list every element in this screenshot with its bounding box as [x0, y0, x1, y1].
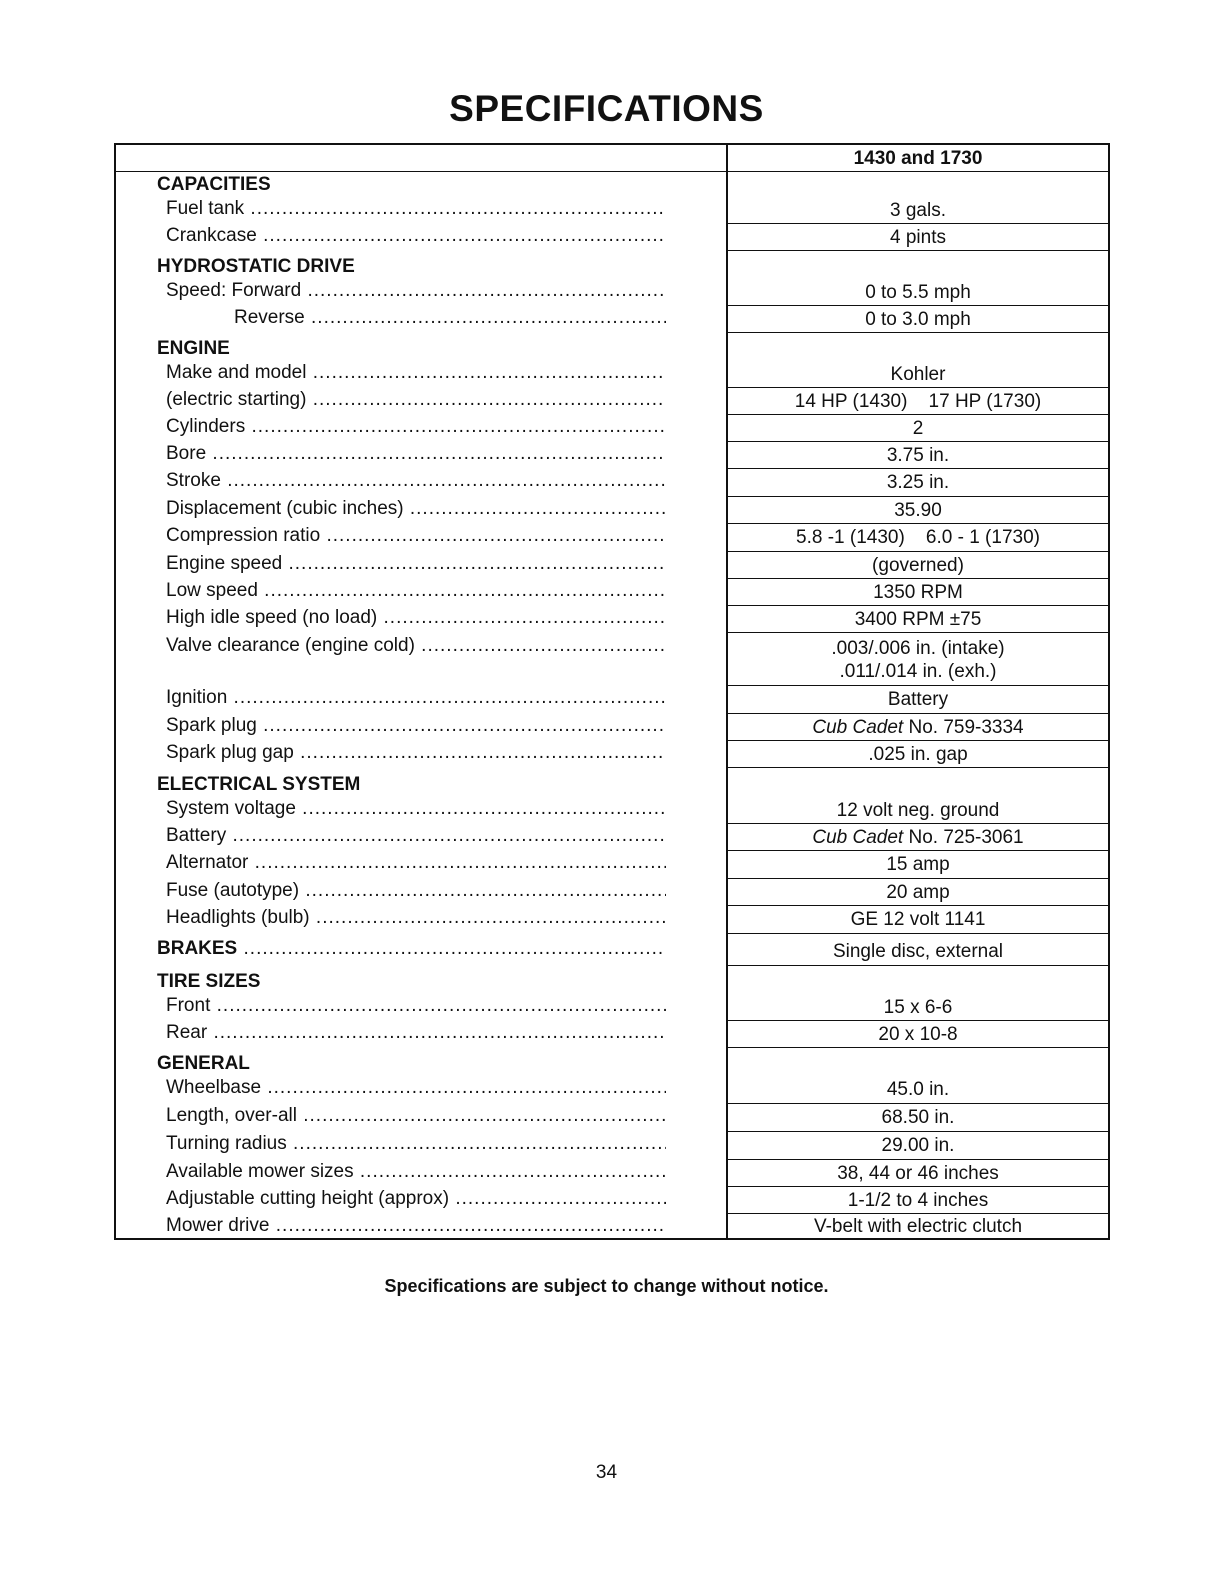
spec-label: Available mower sizes .....: [166, 1160, 666, 1184]
value-row-divider: [726, 305, 1110, 306]
section-heading-electrical-system: ELECTRICAL SYSTEM: [157, 774, 361, 795]
value-row-divider: [726, 523, 1110, 524]
spec-label: System voltage .....: [166, 797, 666, 821]
value-row-divider: [726, 332, 1110, 333]
spec-label: Cylinders .....: [166, 415, 666, 439]
value-row-divider: [726, 933, 1110, 934]
spec-value: 68.50 in.: [881, 1107, 955, 1128]
value-row-divider: [726, 767, 1110, 768]
spec-label: Bore .....: [166, 442, 666, 466]
value-row-divider: [726, 468, 1110, 469]
table-top-border: [114, 143, 1110, 145]
spec-label: Make and model .....: [166, 361, 666, 385]
spec-label: High idle speed (no load) .....: [166, 606, 666, 630]
value-row-divider: [726, 1186, 1110, 1187]
value-row-divider: [726, 632, 1110, 633]
spec-value: 20 x 10-8: [878, 1024, 958, 1045]
table-left-border: [114, 143, 116, 1240]
value-row-divider: [726, 605, 1110, 606]
value-row-divider: [726, 713, 1110, 714]
header-divider: [114, 171, 1110, 172]
spec-label: Mower drive .....: [166, 1214, 666, 1238]
spec-value: 38, 44 or 46 inches: [837, 1163, 999, 1184]
value-row-divider: [726, 1020, 1110, 1021]
spec-label: Speed: Forward .....: [166, 279, 666, 303]
spec-value-second-line: .011/.014 in. (exh.): [839, 661, 997, 682]
value-row-divider: [726, 1131, 1110, 1132]
spec-value: 1350 RPM: [873, 582, 963, 603]
value-row-divider: [726, 578, 1110, 579]
spec-label: Battery .....: [166, 824, 666, 848]
spec-label: Alternator .....: [166, 851, 666, 875]
page-number: 34: [595, 1462, 618, 1483]
spec-value: V-belt with electric clutch: [813, 1216, 1023, 1237]
spec-value: 2: [912, 418, 924, 439]
value-row-divider: [726, 223, 1110, 224]
section-heading-tire-sizes: TIRE SIZES: [157, 971, 261, 992]
value-row-divider: [726, 387, 1110, 388]
spec-label: Crankcase .....: [166, 224, 666, 248]
spec-value: 1-1/2 to 4 inches: [847, 1190, 989, 1211]
specifications-table: [114, 143, 1110, 1240]
spec-value: [726, 716, 1110, 740]
spec-value: 3 gals.: [890, 200, 946, 221]
spec-value: Kohler: [890, 364, 946, 385]
spec-value: 12 volt neg. ground: [836, 800, 1000, 821]
spec-value: .025 in. gap: [868, 744, 968, 765]
value-row-divider: [726, 551, 1110, 552]
spec-label: Engine speed .....: [166, 552, 666, 576]
spec-value: 35.90: [894, 500, 942, 521]
brand-name: Cub Cadet: [812, 827, 904, 848]
spec-value: 5.8 -1 (1430) 6.0 - 1 (1730): [796, 527, 1040, 548]
spec-label: Length, over-all .....: [166, 1104, 666, 1128]
part-number: No. 725-3061: [903, 827, 1024, 848]
spec-value: [726, 826, 1110, 850]
spec-label: Turning radius .....: [166, 1132, 666, 1156]
value-row-divider: [726, 965, 1110, 966]
value-row-divider: [726, 685, 1110, 686]
spec-value: 15 amp: [886, 854, 950, 875]
spec-label: Spark plug gap .....: [166, 741, 666, 765]
value-row-divider: [726, 496, 1110, 497]
spec-label: Front .....: [166, 994, 666, 1018]
spec-label: Ignition .....: [166, 686, 666, 710]
value-row-divider: [726, 250, 1110, 251]
value-row-divider: [726, 850, 1110, 851]
page-title: SPECIFICATIONS: [449, 88, 764, 129]
model-column-header: 1430 and 1730: [853, 148, 983, 169]
spec-label: Fuel tank .....: [166, 197, 666, 221]
spec-value: .003/.006 in. (intake): [831, 638, 1005, 659]
spec-label: Rear .....: [166, 1021, 666, 1045]
part-number: No. 759-3334: [903, 717, 1024, 738]
brand-name: Cub Cadet: [812, 717, 904, 738]
section-heading-hydrostatic-drive: HYDROSTATIC DRIVE: [157, 256, 355, 277]
value-row-divider: [726, 1159, 1110, 1160]
spec-value: 3.25 in.: [886, 472, 950, 493]
spec-value: 29.00 in.: [881, 1135, 955, 1156]
value-row-divider: [726, 1047, 1110, 1048]
value-row-divider: [726, 1213, 1110, 1214]
value-row-divider: [726, 414, 1110, 415]
spec-value: 3.75 in.: [886, 445, 950, 466]
spec-value: Battery: [887, 689, 949, 710]
spec-label: Adjustable cutting height (approx) .....: [166, 1187, 666, 1211]
spec-value: 4 pints: [890, 227, 946, 248]
spec-label: Fuse (autotype) .....: [166, 879, 666, 903]
spec-value: 14 HP (1430) 17 HP (1730): [794, 391, 1042, 412]
spec-label: Headlights (bulb) .....: [166, 906, 666, 930]
value-row-divider: [726, 878, 1110, 879]
value-row-divider: [726, 905, 1110, 906]
spec-value: Single disc, external: [832, 941, 1004, 962]
spec-label: Valve clearance (engine cold) .....: [166, 634, 666, 658]
spec-label: Stroke .....: [166, 469, 666, 493]
value-row-divider: [726, 1103, 1110, 1104]
value-row-divider: [726, 441, 1110, 442]
value-row-divider: [726, 740, 1110, 741]
spec-value: 0 to 5.5 mph: [865, 282, 971, 303]
spec-value: GE 12 volt 1141: [850, 909, 986, 930]
section-heading-general: GENERAL: [157, 1053, 250, 1074]
value-row-divider: [726, 823, 1110, 824]
spec-label: Wheelbase .....: [166, 1076, 666, 1100]
section-heading-brakes: BRAKES .....: [157, 937, 666, 961]
disclaimer-note: Specifications are subject to change without notice.: [384, 1276, 829, 1296]
spec-value: (governed): [872, 555, 964, 576]
section-heading-engine: ENGINE: [157, 338, 230, 359]
spec-label: Reverse .....: [234, 306, 666, 330]
section-heading-capacities: CAPACITIES: [157, 174, 271, 195]
spec-value: 45.0 in.: [886, 1079, 950, 1100]
spec-value: 3400 RPM ±75: [854, 609, 982, 630]
spec-value: 20 amp: [886, 882, 950, 903]
spec-label: Displacement (cubic inches) .....: [166, 497, 666, 521]
spec-label: Compression ratio .....: [166, 524, 666, 548]
spec-value: 15 x 6-6: [883, 997, 953, 1018]
spec-label: (electric starting) .....: [166, 388, 666, 412]
spec-label: Spark plug .....: [166, 714, 666, 738]
spec-value: 0 to 3.0 mph: [865, 309, 971, 330]
spec-label: Low speed .....: [166, 579, 666, 603]
